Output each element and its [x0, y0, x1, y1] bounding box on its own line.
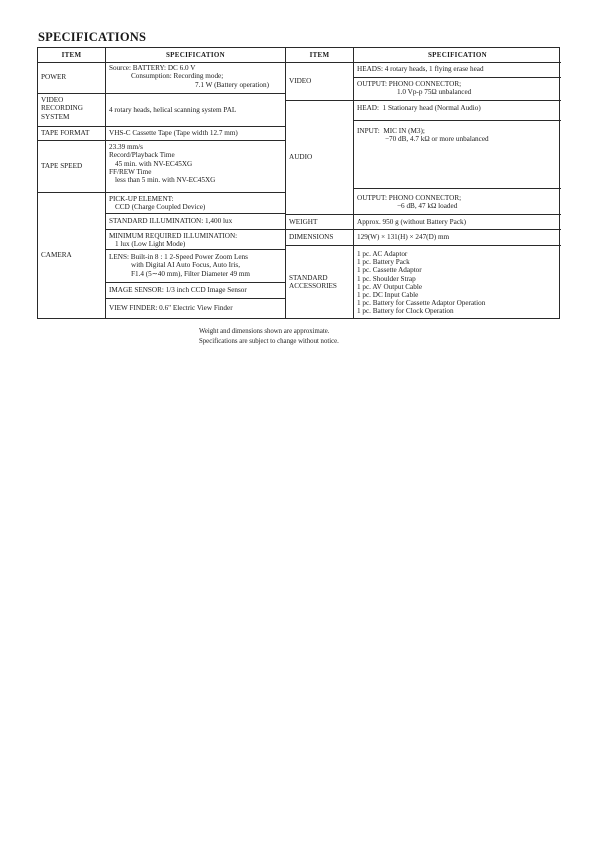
camera-std-illum-spec: STANDARD ILLUMINATION: 1,400 lux	[109, 217, 233, 226]
camera-pickup-line: CCD (Charge Coupled Device)	[115, 203, 206, 212]
audio-input-spec	[354, 121, 561, 189]
accessory-item: 1 pc. AV Output Cable	[357, 282, 423, 291]
audio-item: AUDIO	[289, 153, 313, 162]
accessories-item: STANDARD ACCESSORIES	[289, 274, 337, 291]
accessory-item: 1 pc. AC Adaptor	[357, 250, 408, 258]
footnote: Specifications are subject to change without notice.	[199, 337, 339, 345]
tape-speed-item: TAPE SPEED	[41, 162, 83, 171]
video-output-spec	[354, 78, 561, 101]
left-spec-column	[106, 48, 286, 318]
camera-min-illum-spec	[106, 230, 285, 250]
power-item-cell	[38, 62, 105, 94]
dimensions-item: DIMENSIONS	[289, 233, 334, 242]
left-item-header: ITEM	[38, 48, 105, 63]
power-spec-line: Consumption: Recording mode;	[131, 72, 224, 81]
right-spec-column	[354, 48, 561, 318]
left-item-column	[38, 48, 106, 318]
video-output-line: 1.0 Vp-p 75Ω unbalanced	[397, 88, 472, 97]
accessory-item: 1 pc. DC Input Cable	[357, 291, 419, 300]
audio-input-line: −70 dB, 4.7 kΩ or more unbalanced	[385, 135, 489, 144]
left-spec-header: SPECIFICATION	[106, 48, 285, 63]
accessory-item: 1 pc. Cassette Adaptor	[357, 266, 422, 275]
accessories-list	[354, 246, 561, 318]
camera-min-illum-line: MINIMUM REQUIRED ILLUMINATION:	[109, 232, 238, 240]
camera-item-cell	[38, 193, 105, 318]
camera-item: CAMERA	[41, 251, 72, 260]
power-spec-line: 7.1 W (Battery operation)	[195, 80, 269, 89]
accessory-item: 1 pc. Battery for Clock Operation	[357, 307, 454, 316]
power-spec-line: Source: BATTERY: DC 6.0 V	[109, 64, 196, 72]
video-recording-system-item: VIDEO RECORDING SYSTEM	[38, 94, 105, 127]
tape-speed-line: 45 min. with NV-EC45XG	[115, 159, 193, 168]
specifications-table	[37, 47, 560, 319]
weight-item-cell	[286, 215, 353, 230]
tape-format-item: TAPE FORMAT	[41, 129, 90, 138]
audio-item-cell	[286, 101, 353, 215]
audio-head-line: HEAD: 1 Stationary head (Normal Audio)	[357, 104, 481, 112]
weight-item: WEIGHT	[289, 217, 318, 226]
camera-lens-spec	[106, 250, 285, 283]
weight-spec-cell	[354, 215, 561, 230]
accessory-item: 1 pc. Battery Pack	[357, 258, 410, 267]
power-spec	[106, 62, 285, 94]
accessory-item: 1 pc. Shoulder Strap	[357, 274, 416, 283]
camera-pickup-spec	[106, 193, 285, 214]
video-item: VIDEO	[289, 76, 312, 85]
video-item-cell	[286, 62, 353, 101]
tape-speed-line: less than 5 min. with NV-EC45XG	[115, 176, 216, 185]
footnotes	[199, 327, 339, 346]
camera-pickup-line: PICK-UP ELEMENT:	[109, 195, 174, 203]
tape-speed-line: FF/REW Time	[109, 167, 152, 176]
right-spec-header: SPECIFICATION	[354, 48, 561, 63]
weight-spec: Approx. 950 g (without Battery Pack)	[357, 217, 466, 226]
video-heads-cell	[354, 62, 561, 78]
audio-input-line: INPUT: MIC IN (M3);	[357, 127, 425, 135]
audio-output-line: −6 dB, 47 kΩ loaded	[397, 202, 458, 211]
tape-format-spec-cell	[106, 127, 285, 141]
page-title: SPECIFICATIONS	[38, 30, 147, 44]
tape-speed-spec	[106, 141, 285, 193]
camera-std-illum-cell	[106, 214, 285, 230]
camera-lens-line: with Digital AI Auto Focus, Auto Iris,	[131, 261, 241, 270]
accessory-item: 1 pc. Battery for Cassette Adaptor Operation	[357, 299, 486, 308]
right-item-column	[286, 48, 354, 318]
tape-format-spec: VHS-C Cassette Tape (Tape width 12.7 mm)	[109, 129, 238, 138]
camera-viewfinder-cell	[106, 299, 285, 318]
dimensions-item-cell	[286, 230, 353, 246]
video-recording-system-spec-cell	[106, 94, 285, 127]
tape-format-item-cell	[38, 127, 105, 141]
video-output-line: OUTPUT: PHONO CONNECTOR;	[357, 80, 462, 88]
camera-image-sensor-cell	[106, 283, 285, 299]
tape-speed-item-cell	[38, 141, 105, 193]
right-item-header: ITEM	[286, 48, 353, 63]
power-item: POWER	[41, 73, 67, 82]
dimensions-spec-cell	[354, 230, 561, 246]
audio-output-line: OUTPUT: PHONO CONNECTOR;	[357, 194, 462, 202]
camera-viewfinder-spec: VIEW FINDER: 0.6" Electric View Finder	[109, 304, 233, 313]
video-heads-spec: HEADS: 4 rotary heads, 1 flying erase head	[357, 65, 484, 74]
audio-head-spec	[354, 101, 561, 121]
camera-lens-line: LENS: Built-in 8 : 1 2-Speed Power Zoom Lens	[109, 253, 248, 261]
dimensions-spec: 129(W) × 131(H) × 247(D) mm	[357, 233, 450, 242]
tape-speed-line: Record/Playback Time	[109, 151, 175, 160]
camera-lens-line: F1.4 (5∼40 mm), Filter Diameter 49 mm	[131, 269, 251, 278]
footnote: Weight and dimensions shown are approximate.	[199, 328, 330, 335]
audio-output-spec	[354, 189, 561, 215]
video-recording-system-spec: 4 rotary heads, helical scanning system PAL	[109, 105, 237, 114]
camera-min-illum-line: 1 lux (Low Light Mode)	[115, 240, 186, 249]
tape-speed-line: 23.39 mm/s	[109, 143, 143, 151]
camera-image-sensor-spec: IMAGE SENSOR: 1/3 inch CCD Image Sensor	[109, 286, 247, 295]
